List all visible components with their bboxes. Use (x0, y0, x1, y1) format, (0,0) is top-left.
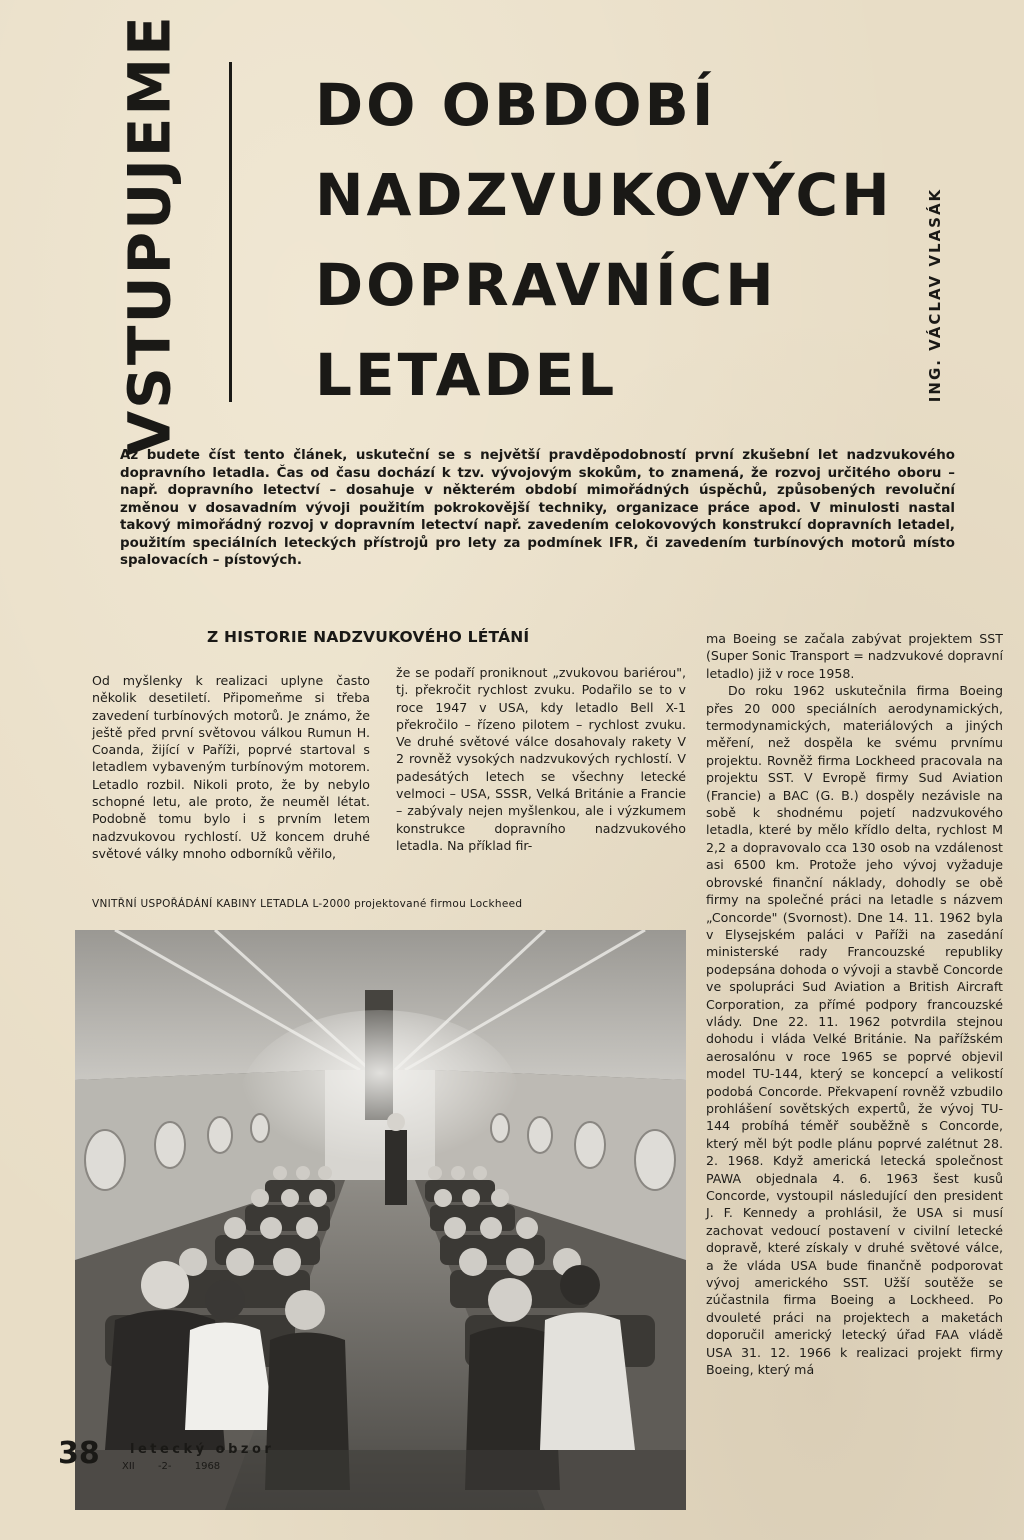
cabin-interior-photo (75, 930, 686, 1510)
body-column-1 (92, 672, 370, 862)
headline-line-1: DO OBDOBÍ (315, 71, 717, 139)
article-headline (315, 60, 893, 420)
volume: XII (122, 1461, 135, 1472)
issue-number: -2- (157, 1461, 172, 1472)
photo-caption: VNITŘNÍ USPOŘÁDÁNÍ KABINY LETADLA L-2000 projektované firmou Lockheed (92, 898, 523, 910)
body-column-2 (396, 664, 686, 854)
lead-paragraph: Až budete číst tento článek, uskuteční se s největší pravděpodobností první zkušební let nadzvukového dopravního letadla. Čas od času dochází k tzv. vývojovým skokům, to znamená, že rozvoj určitého oboru – např. dopravního letectví – dosahuje v některém období mimořádných úspěchů, způsobených revoluční změnou v dosavadním vývoji použitím pokrokovější techniky, organizace práce apod. V minulosti nastal takový mimořádný rozvoj v dopravním letectví např. zavedením celokovových konstrukcí dopravních letadel, použitím speciálních leteckých přístrojů pro lety za podmínek IFR, či zavedením turbínových motorů místo spalovacích – pístových. (120, 448, 955, 568)
headline-line-2: NADZVUKOVÝCH (315, 161, 893, 229)
author-byline (905, 175, 965, 415)
issue-info (122, 1461, 240, 1472)
body-paragraph: ma Boeing se začala zabývat projektem SST (Super Sonic Transport = nadzvukové dopravní letadlo) již v roce 1958. (706, 631, 1003, 681)
body-paragraph: že se podaří proniknout „zvukovou bariérou", tj. překročit rychlost zvuku. Podařilo se to v roce 1947 v USA, kdy letadlo Bell X-1 překročilo – řízeno pilotem – rychlost zvuku. Ve druhé světové válce dosahovaly rakety V 2 rovněž vysokých nadzvukových rychlostí. V padesátých letech se všechny letecké velmoci – USA, SSSR, Velká Británie a Francie – zabývaly nejen myšlenkou, ale i výzkumem konstrukce dopravního nadzvukového letadla. Na příklad fir- (396, 665, 686, 853)
kicker-divider (229, 62, 232, 402)
kicker-text: VSTUPUJEME (116, 14, 184, 456)
headline-line-3: DOPRAVNÍCH (315, 251, 777, 319)
vertical-kicker (112, 14, 188, 456)
author-name: ING. VÁCLAV VLASÁK (926, 187, 944, 403)
body-paragraph: Od myšlenky k realizaci uplyne často několik desetiletí. Připomeňme si třeba zavedení turbínových motorů. Je známo, že ještě před první světovou válkou Rumun H. Coanda, žijící v Paříži, poprvé startoval s letadlem vybaveným turbínovým motorem. Letadlo rozbil. Nikoli proto, že by nebylo schopné letu, ale proto, že neuměl létat. Podobně tomu bylo i s prvním letem nadzvukovou rychlostí. Už koncem druhé světové války mnoho odborníků věřilo, (92, 673, 370, 861)
section-heading: Z HISTORIE NADZVUKOVÉHO LÉTÁNÍ (207, 628, 530, 646)
page-number: 38 (58, 1436, 100, 1471)
body-column-3 (706, 630, 1003, 1378)
headline-line-4: LETADEL (315, 341, 618, 409)
body-paragraph: Do roku 1962 uskutečnila firma Boeing přes 20 000 speciálních aerodynamických, termodynamických, materiálových a jiných měření, než dospěla ke svému prvnímu projektu. Rovněž firma Lockheed pracovala na projektu SST. V Evropě firmy Sud Aviation (Francie) a BAC (G. B.) dospěly nezávisle na sobě k shodnému pojetí nadzvukového letadla, které by mělo křídlo delta, rychlost M 2,2 a dopravovalo cca 130 osob na vzdálenost asi 6500 km. Protože jeho vývoj vyžaduje obrovské finanční náklady, dohodly se obě firmy na společné práci na letadle s názvem „Concorde" (Svornost). Dne 14. 11. 1962 byla v Elysejském paláci v Paříži na zasedání ministerské rady Francouzské republiky podepsána dohoda o vývoji a stavbě Concorde ve spolupráci Sud Aviation a British Aircraft Corporation, za přímé podpory francouzské vlády. Dne 22. 11. 1962 potvrdila stejnou dohodu i vláda Velké Británie. Na pařížském aerosalónu v roce 1965 se poprvé objevil model TU-144, který se koncepcí a velikostí podobá Concorde. Překvapení rovněž vzbudilo prohlášení sovětských expertů, že vývoj TU-144 probíhá téměř souběžně s Concorde, který měl být podle plánu poprvé zalétnut 28. 2. 1968. Když americká letecká společnost PAWA objednala 4. 6. 1963 šest kusů Concorde, vystoupil následující den president J. F. Kennedy a prohlásil, že USA si musí zachovat vedoucí postavení v civilní letecké dopravě, které získaly v druhé světové válce, a že vláda USA bude finančně podporovat vývoj amerického SST. Užší soutěže se zúčastnila firma Boeing a Lockheed. Po dvouleté práci na projektech a maketách doporučil americký letecký úřad FAA vládě USA 31. 12. 1966 k realizaci projekt firmy Boeing, který má (706, 683, 1003, 1378)
year: 1968 (194, 1461, 221, 1472)
magazine-title: letecký obzor (130, 1442, 275, 1457)
